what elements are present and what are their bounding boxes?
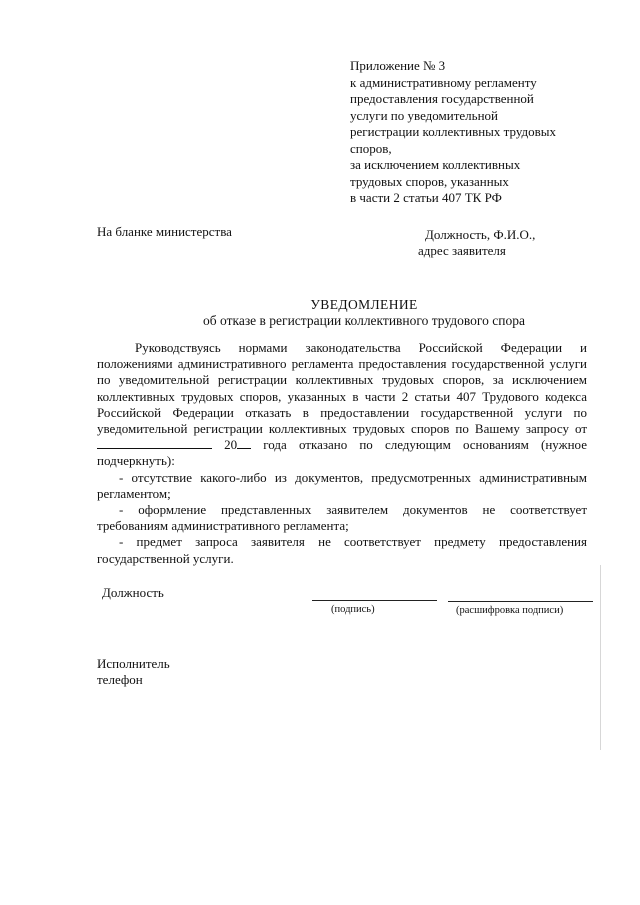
reason-item: - отсутствие какого-либо из документов, предусмотренных административным регламентом; xyxy=(97,469,587,501)
recipient-name: Должность, Ф.И.О., xyxy=(425,227,536,242)
appendix-header xyxy=(350,58,595,207)
position-label: Должность xyxy=(102,585,164,600)
decoding-caption: (расшифровка подписи) xyxy=(456,605,564,616)
recipient-block xyxy=(418,227,535,259)
appendix-line: Приложение № 3 xyxy=(350,58,446,73)
year-blank xyxy=(237,438,251,449)
date-blank xyxy=(97,438,212,449)
appendix-line: регистрации коллективных трудовых xyxy=(350,124,556,139)
year-prefix: 20 xyxy=(224,437,238,453)
recipient-address: адрес заявителя xyxy=(418,243,506,258)
appendix-line: услуги по уведомительной xyxy=(350,107,498,123)
notice-body xyxy=(97,340,587,567)
appendix-line: к административному регламенту xyxy=(350,74,537,90)
executor-label: Исполнитель xyxy=(97,656,170,671)
intro-text-end: года отказано по следующим основаниям (нужное подчеркнуть): xyxy=(97,437,587,469)
signature-caption: (подпись) xyxy=(331,604,375,615)
appendix-line: за исключением коллективных xyxy=(350,157,521,172)
appendix-line: споров, xyxy=(350,140,392,156)
reason-item: - предмет запроса заявителя не соответствует предмету предоставления государственной услуги. xyxy=(97,534,587,566)
intro-paragraph xyxy=(97,340,587,470)
signature-line xyxy=(312,600,437,601)
phone-label: телефон xyxy=(97,672,143,687)
intro-text: Руководствуясь нормами законодательства Российской Федерации и положениями административного регламента предоставления государственной услуги по уведомительной регистрации коллективных трудовых споров, за исключением коллективных трудовых споров, указанных в части 2 статьи 407 Трудового кодекса Российской Федерации отказать в предоставлении государственной услуги по уведомительной регистрации коллективных трудовых споров по Вашему запросу от xyxy=(97,340,587,437)
appendix-line: предоставления государственной xyxy=(350,91,534,106)
reason-item: - оформление представленных заявителем документов не соответствует требованиям административного регламента; xyxy=(97,502,587,534)
page-edge-line xyxy=(600,565,601,750)
decoding-line xyxy=(448,601,593,602)
executor-block xyxy=(97,656,170,688)
letterhead-label: На бланке министерства xyxy=(97,224,232,239)
document-title: УВЕДОМЛЕНИЕ xyxy=(310,297,418,312)
appendix-line: в части 2 статьи 407 ТК РФ xyxy=(350,190,502,205)
document-subtitle: об отказе в регистрации коллективного трудового спора xyxy=(203,313,525,328)
appendix-line: трудовых споров, указанных xyxy=(350,173,509,189)
